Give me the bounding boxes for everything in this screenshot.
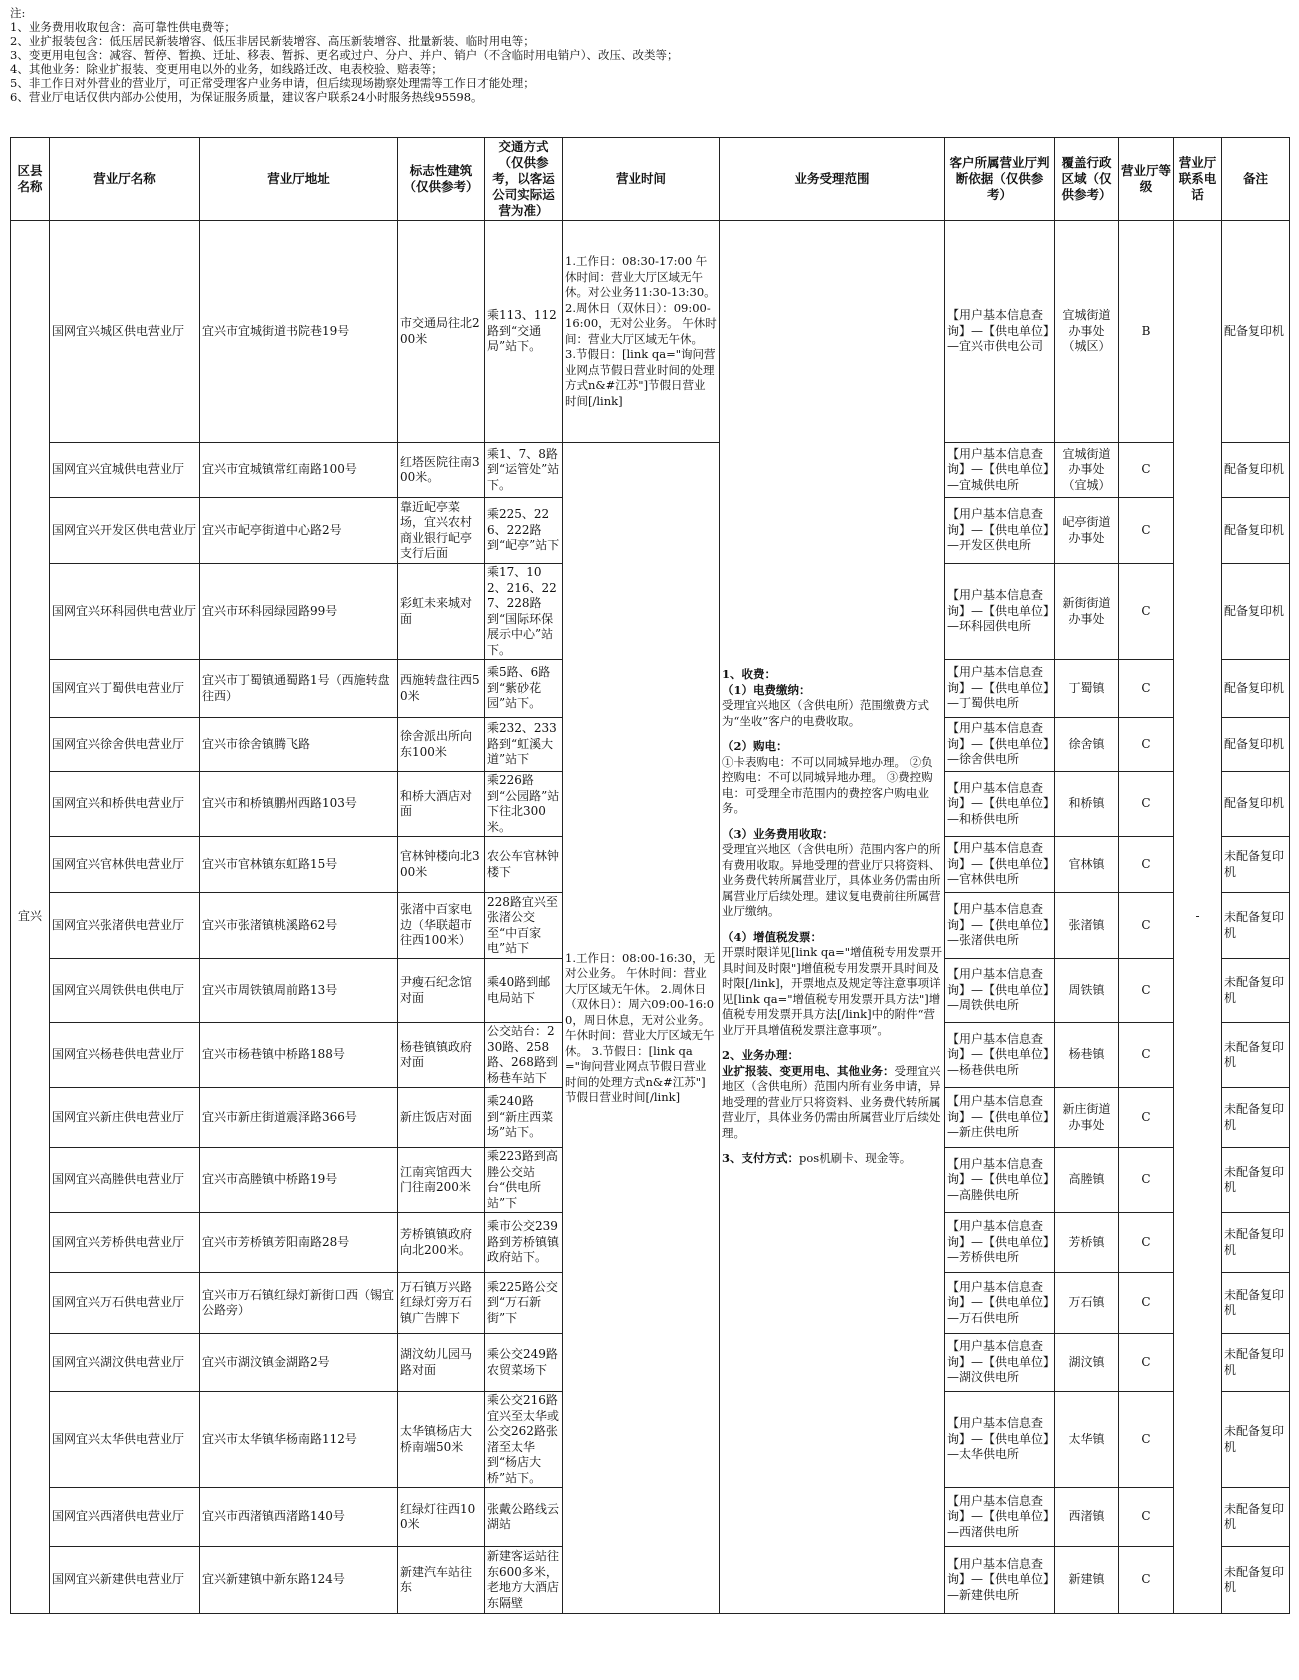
header-address: 营业厅地址 bbox=[200, 138, 398, 221]
transport-cell: 乘1、7、8路到“运管处”站下。 bbox=[485, 443, 563, 498]
header-level: 营业厅等级 bbox=[1119, 138, 1174, 221]
transport-cell: 乘5路、6路到“紫砂花园”站下。 bbox=[485, 660, 563, 718]
landmark-cell: 徐舍派出所向东100米 bbox=[398, 718, 485, 772]
remark-cell: 未配备复印机 bbox=[1222, 1088, 1290, 1148]
basis-cell: 【用户基本信息查询】—【供电单位】—和桥供电所 bbox=[945, 772, 1055, 837]
level-cell: C bbox=[1119, 1088, 1174, 1148]
area-cell: 张渚镇 bbox=[1055, 893, 1119, 959]
header-basis: 客户所属营业厅判断依据（仅供参考） bbox=[945, 138, 1055, 221]
area-cell: 和桥镇 bbox=[1055, 772, 1119, 837]
landmark-cell: 湖汶幼儿园马路对面 bbox=[398, 1334, 485, 1392]
level-cell: C bbox=[1119, 959, 1174, 1023]
transport-cell: 乘17、102、216、227、228路到“国际环保展示中心”站下。 bbox=[485, 564, 563, 660]
note-line: 注: bbox=[10, 6, 26, 20]
basis-cell: 【用户基本信息查询】—【供电单位】—宜兴市供电公司 bbox=[945, 221, 1055, 443]
remark-cell: 配备复印机 bbox=[1222, 772, 1290, 837]
hall-address-cell: 宜兴新建镇中新东路124号 bbox=[200, 1547, 398, 1614]
hall-name-cell: 国网宜兴开发区供电营业厅 bbox=[50, 498, 200, 564]
note-line: 4、其他业务：除业扩报装、变更用电以外的业务，如线路迁改、电表校验、赔表等； bbox=[10, 62, 443, 76]
basis-cell: 【用户基本信息查询】—【供电单位】—西渚供电所 bbox=[945, 1488, 1055, 1547]
hall-address-cell: 宜兴市徐舍镇腾飞路 bbox=[200, 718, 398, 772]
area-cell: 丁蜀镇 bbox=[1055, 660, 1119, 718]
remark-cell: 配备复印机 bbox=[1222, 443, 1290, 498]
scope-cell bbox=[720, 221, 945, 1614]
service-hall-table bbox=[10, 137, 1290, 1614]
landmark-cell: 市交通局往北200米 bbox=[398, 221, 485, 443]
header-landmark: 标志性建筑（仅供参考） bbox=[398, 138, 485, 221]
header-remark: 备注 bbox=[1222, 138, 1290, 221]
scope-s2-text: 受理宜兴地区（含供电所）范围内所有业务申请，异地受理的营业厅只将资料、业务费代转所属营业厅，具体业务仍需由所属营业厅后续处理。 bbox=[722, 1063, 941, 1140]
landmark-cell: 芳桥镇镇政府向北200米。 bbox=[398, 1213, 485, 1273]
basis-cell: 【用户基本信息查询】—【供电单位】—周铁供电所 bbox=[945, 959, 1055, 1023]
scope-s1a-text: 受理宜兴地区（含供电所）范围缴费方式为“坐收”客户的电费收取。 bbox=[722, 698, 929, 728]
hall-address-cell: 宜兴市万石镇红绿灯新街口西（锡宜公路旁） bbox=[200, 1273, 398, 1334]
basis-cell: 【用户基本信息查询】—【供电单位】—新建供电所 bbox=[945, 1547, 1055, 1614]
hall-address-cell: 宜兴市张渚镇桃溪路62号 bbox=[200, 893, 398, 959]
hall-address-cell: 宜兴市西渚镇西渚路140号 bbox=[200, 1488, 398, 1547]
level-cell: C bbox=[1119, 1334, 1174, 1392]
hall-name-cell: 国网宜兴官林供电营业厅 bbox=[50, 837, 200, 893]
transport-cell: 乘40路到邮电局站下 bbox=[485, 959, 563, 1023]
level-cell: C bbox=[1119, 893, 1174, 959]
hall-name-cell: 国网宜兴西渚供电营业厅 bbox=[50, 1488, 200, 1547]
level-cell: C bbox=[1119, 1547, 1174, 1614]
remark-cell: 未配备复印机 bbox=[1222, 1488, 1290, 1547]
hall-name-cell: 国网宜兴新庄供电营业厅 bbox=[50, 1088, 200, 1148]
table-body bbox=[11, 221, 1290, 1614]
transport-cell: 乘公交249路农贸菜场下 bbox=[485, 1334, 563, 1392]
hall-name-cell: 国网宜兴芳桥供电营业厅 bbox=[50, 1213, 200, 1273]
scope-s1d-text: 开票时限详见[link qa="增值税专用发票开具时间及时限"]增值税专用发票开具时间及时限[/link]，开票地点及规定等注意事项详见[link qa="增值税专用发票开具方法"]增值税专用发票开具方法[/link]中的附件“营业厅开具增值税发票注意事项”。 bbox=[722, 945, 943, 1037]
landmark-cell: 彩虹未来城对面 bbox=[398, 564, 485, 660]
landmark-cell: 太华镇杨店大桥南端50米 bbox=[398, 1392, 485, 1488]
remark-cell: 未配备复印机 bbox=[1222, 893, 1290, 959]
hall-address-cell: 宜兴市和桥镇鹏州西路103号 bbox=[200, 772, 398, 837]
header-district: 区县名称 bbox=[11, 138, 50, 221]
basis-cell: 【用户基本信息查询】—【供电单位】—芳桥供电所 bbox=[945, 1213, 1055, 1273]
notes-block bbox=[10, 6, 1290, 104]
hall-name-cell: 国网宜兴丁蜀供电营业厅 bbox=[50, 660, 200, 718]
landmark-cell: 靠近屺亭菜场，宜兴农村商业银行屺亭支行后面 bbox=[398, 498, 485, 564]
note-line: 1、业务费用收取包含：高可靠性供电费等； bbox=[10, 20, 236, 34]
hall-address-cell: 宜兴市湖汶镇金湖路2号 bbox=[200, 1334, 398, 1392]
hall-name-cell: 国网宜兴环科园供电营业厅 bbox=[50, 564, 200, 660]
transport-cell: 乘113、112路到“交通局”站下。 bbox=[485, 221, 563, 443]
remark-cell: 配备复印机 bbox=[1222, 660, 1290, 718]
area-cell: 徐舍镇 bbox=[1055, 718, 1119, 772]
transport-cell: 乘公交216路宜兴至太华或公交262路张渚至太华到“杨店大桥”站下。 bbox=[485, 1392, 563, 1488]
landmark-cell: 尹瘦石纪念馆对面 bbox=[398, 959, 485, 1023]
area-cell: 太华镇 bbox=[1055, 1392, 1119, 1488]
hall-name-cell: 国网宜兴高塍供电营业厅 bbox=[50, 1148, 200, 1213]
hall-name-cell: 国网宜兴徐舍供电营业厅 bbox=[50, 718, 200, 772]
transport-cell: 乘市公交239路到芳桥镇镇政府站下。 bbox=[485, 1213, 563, 1273]
header-area: 覆盖行政区域（仅供参考） bbox=[1055, 138, 1119, 221]
area-cell: 屺亭街道办事处 bbox=[1055, 498, 1119, 564]
level-cell: B bbox=[1119, 221, 1174, 443]
header-transport: 交通方式（仅供参考，以客运公司实际运营为准） bbox=[485, 138, 563, 221]
scope-s1d-title: （4）增值税发票： bbox=[722, 929, 823, 944]
basis-cell: 【用户基本信息查询】—【供电单位】—杨巷供电所 bbox=[945, 1023, 1055, 1088]
transport-cell: 乘225、226、222路到“屺亭”站下 bbox=[485, 498, 563, 564]
scope-s1a-title: （1）电费缴纳： bbox=[722, 682, 811, 697]
note-line: 2、业扩报装包含：低压居民新装增容、低压非居民新装增容、高压新装增容、批量新装、临时用电等； bbox=[10, 34, 535, 48]
level-cell: C bbox=[1119, 564, 1174, 660]
scope-s1b-text: ①卡表购电：不可以同城异地办理。 ②负控购电：不可以同城异地办理。 ③费控购电：可受理全市范围内的费控客户购电业务。 bbox=[722, 754, 933, 816]
scope-s1-title: 1、收费： bbox=[722, 667, 777, 682]
hall-address-cell: 宜兴市周铁镇周前路13号 bbox=[200, 959, 398, 1023]
landmark-cell: 红绿灯往西100米 bbox=[398, 1488, 485, 1547]
level-cell: C bbox=[1119, 1488, 1174, 1547]
basis-cell: 【用户基本信息查询】—【供电单位】—新庄供电所 bbox=[945, 1088, 1055, 1148]
area-cell: 周铁镇 bbox=[1055, 959, 1119, 1023]
remark-cell: 配备复印机 bbox=[1222, 718, 1290, 772]
hall-address-cell: 宜兴市环科园绿园路99号 bbox=[200, 564, 398, 660]
area-cell: 宜城街道办事处（宜城） bbox=[1055, 443, 1119, 498]
remark-cell: 未配备复印机 bbox=[1222, 1213, 1290, 1273]
note-line: 3、变更用电包含：减容、暂停、暂换、迁址、移表、暂拆、更名或过户、分户、并户、销户（不含临时用电销户）、改压、改类等； bbox=[10, 48, 679, 62]
basis-cell: 【用户基本信息查询】—【供电单位】—万石供电所 bbox=[945, 1273, 1055, 1334]
transport-cell: 公交站台：230路、258路、268路到杨巷车站下 bbox=[485, 1023, 563, 1088]
hall-name-cell: 国网宜兴新建供电营业厅 bbox=[50, 1547, 200, 1614]
transport-cell: 张戴公路线云湖站 bbox=[485, 1488, 563, 1547]
hall-address-cell: 宜兴市官林镇东虹路15号 bbox=[200, 837, 398, 893]
hall-address-cell: 宜兴市屺亭街道中心路2号 bbox=[200, 498, 398, 564]
remark-cell: 配备复印机 bbox=[1222, 564, 1290, 660]
area-cell: 高塍镇 bbox=[1055, 1148, 1119, 1213]
landmark-cell: 西施转盘往西50米 bbox=[398, 660, 485, 718]
area-cell: 新街街道办事处 bbox=[1055, 564, 1119, 660]
area-cell: 杨巷镇 bbox=[1055, 1023, 1119, 1088]
basis-cell: 【用户基本信息查询】—【供电单位】—宜城供电所 bbox=[945, 443, 1055, 498]
scope-s1b-title: （2）购电： bbox=[722, 739, 788, 754]
hall-address-cell: 宜兴市芳桥镇芳阳南路28号 bbox=[200, 1213, 398, 1273]
landmark-cell: 官林钟楼向北300米 bbox=[398, 837, 485, 893]
note-line: 5、非工作日对外营业的营业厅，可正常受理客户业务申请，但后续现场勘察处理需等工作日才能处理； bbox=[10, 76, 535, 90]
transport-cell: 乘225路公交到“万石新街”下 bbox=[485, 1273, 563, 1334]
hall-address-cell: 宜兴市宜城街道书院巷19号 bbox=[200, 221, 398, 443]
transport-cell: 农公车官林钟楼下 bbox=[485, 837, 563, 893]
hall-name-cell: 国网宜兴张渚供电营业厅 bbox=[50, 893, 200, 959]
landmark-cell: 张渚中百家电边（华联超市往西100米） bbox=[398, 893, 485, 959]
basis-cell: 【用户基本信息查询】—【供电单位】—官林供电所 bbox=[945, 837, 1055, 893]
district-cell: 宜兴 bbox=[11, 221, 50, 1614]
scope-s2-title: 2、业务办理： bbox=[722, 1048, 800, 1063]
header-hours: 营业时间 bbox=[563, 138, 720, 221]
hall-name-cell: 国网宜兴杨巷供电营业厅 bbox=[50, 1023, 200, 1088]
area-cell: 宜城街道办事处（城区） bbox=[1055, 221, 1119, 443]
area-cell: 西渚镇 bbox=[1055, 1488, 1119, 1547]
header-name: 营业厅名称 bbox=[50, 138, 200, 221]
level-cell: C bbox=[1119, 1273, 1174, 1334]
hall-name-cell: 国网宜兴宜城供电营业厅 bbox=[50, 443, 200, 498]
transport-cell: 乘240路到“新庄西菜场”站下。 bbox=[485, 1088, 563, 1148]
hall-address-cell: 宜兴市太华镇华杨南路112号 bbox=[200, 1392, 398, 1488]
area-cell: 芳桥镇 bbox=[1055, 1213, 1119, 1273]
hall-address-cell: 宜兴市高塍镇中桥路19号 bbox=[200, 1148, 398, 1213]
basis-cell: 【用户基本信息查询】—【供电单位】—开发区供电所 bbox=[945, 498, 1055, 564]
landmark-cell: 江南宾馆西大门往南200米 bbox=[398, 1148, 485, 1213]
landmark-cell: 和桥大酒店对面 bbox=[398, 772, 485, 837]
hall-address-cell: 宜兴市杨巷镇中桥路188号 bbox=[200, 1023, 398, 1088]
hall-address-cell: 宜兴市新庄街道震泽路366号 bbox=[200, 1088, 398, 1148]
hours-cell: 1.工作日：08:30-17:00 午休时间：营业大厅区域无午休。对公业务11:30-13:30。 2.周休日（双休日）：09:00-16:00，无对公业务。 午休时间：营业大厅区域无午休。 3.节假日：[link qa="询问营业网点节假日营业时间的处理方式n&#江苏"]节假日营业时间[/link] bbox=[563, 221, 720, 443]
level-cell: C bbox=[1119, 1213, 1174, 1273]
remark-cell: 未配备复印机 bbox=[1222, 1148, 1290, 1213]
remark-cell: 未配备复印机 bbox=[1222, 1023, 1290, 1088]
level-cell: C bbox=[1119, 498, 1174, 564]
level-cell: C bbox=[1119, 1023, 1174, 1088]
remark-cell: 未配备复印机 bbox=[1222, 837, 1290, 893]
remark-cell: 配备复印机 bbox=[1222, 498, 1290, 564]
transport-cell: 乘223路到高塍公交站台“供电所站”下 bbox=[485, 1148, 563, 1213]
table-row bbox=[11, 221, 1290, 443]
basis-cell: 【用户基本信息查询】—【供电单位】—高塍供电所 bbox=[945, 1148, 1055, 1213]
area-cell: 万石镇 bbox=[1055, 1273, 1119, 1334]
landmark-cell: 新建汽车站往东 bbox=[398, 1547, 485, 1614]
hall-address-cell: 宜兴市宜城镇常红南路100号 bbox=[200, 443, 398, 498]
transport-cell: 乘226路到“公园路”站下往北300米。 bbox=[485, 772, 563, 837]
basis-cell: 【用户基本信息查询】—【供电单位】—太华供电所 bbox=[945, 1392, 1055, 1488]
area-cell: 新庄街道办事处 bbox=[1055, 1088, 1119, 1148]
basis-cell: 【用户基本信息查询】—【供电单位】—徐舍供电所 bbox=[945, 718, 1055, 772]
hall-name-cell: 国网宜兴周铁供电供电厅 bbox=[50, 959, 200, 1023]
phone-cell: - bbox=[1174, 221, 1222, 1614]
level-cell: C bbox=[1119, 660, 1174, 718]
hours-cell: 1.工作日：08:00-16:30，无对公业务。 午休时间：营业大厅区域无午休。 2.周休日（双休日）：周六09:00-16:00，周日休息，无对公业务。 午休时间：营业大厅区域无午休。 3.节假日：[link qa="询问营业网点节假日营业时间的处理方式n&#江苏"]节假日营业时间[/link] bbox=[563, 443, 720, 1614]
area-cell: 湖汶镇 bbox=[1055, 1334, 1119, 1392]
remark-cell: 未配备复印机 bbox=[1222, 1273, 1290, 1334]
level-cell: C bbox=[1119, 772, 1174, 837]
transport-cell: 乘232、233路到“虹溪大道”站下 bbox=[485, 718, 563, 772]
table-row bbox=[11, 443, 1290, 498]
remark-cell: 未配备复印机 bbox=[1222, 1392, 1290, 1488]
scope-s3-title: 3、支付方式： bbox=[722, 1151, 800, 1166]
level-cell: C bbox=[1119, 1392, 1174, 1488]
scope-s1c-title: （3）业务费用收取： bbox=[722, 826, 834, 841]
transport-cell: 新建客运站往东600多米，老地方大酒店东隔壁 bbox=[485, 1547, 563, 1614]
header-scope: 业务受理范围 bbox=[720, 138, 945, 221]
landmark-cell: 红塔医院往南300米。 bbox=[398, 443, 485, 498]
header-phone: 营业厅联系电话 bbox=[1174, 138, 1222, 221]
level-cell: C bbox=[1119, 718, 1174, 772]
scope-s3-text: pos机刷卡、现金等。 bbox=[799, 1151, 912, 1166]
area-cell: 新建镇 bbox=[1055, 1547, 1119, 1614]
hall-name-cell: 国网宜兴城区供电营业厅 bbox=[50, 221, 200, 443]
basis-cell: 【用户基本信息查询】—【供电单位】—环科园供电所 bbox=[945, 564, 1055, 660]
remark-cell: 配备复印机 bbox=[1222, 221, 1290, 443]
level-cell: C bbox=[1119, 837, 1174, 893]
landmark-cell: 万石镇万兴路红绿灯旁万石镇广告牌下 bbox=[398, 1273, 485, 1334]
hall-name-cell: 国网宜兴太华供电营业厅 bbox=[50, 1392, 200, 1488]
scope-s2-lead: 业扩报装、变更用电、其他业务： bbox=[722, 1063, 895, 1078]
level-cell: C bbox=[1119, 1148, 1174, 1213]
remark-cell: 未配备复印机 bbox=[1222, 959, 1290, 1023]
scope-s1c-text: 受理宜兴地区（含供电所）范围内客户的所有费用收取。异地受理的营业厅只将资料、业务费代转所属营业厅，具体业务仍需由所属营业厅后续处理。建议复电费前往所属营业厅缴纳。 bbox=[722, 842, 941, 919]
basis-cell: 【用户基本信息查询】—【供电单位】—湖汶供电所 bbox=[945, 1334, 1055, 1392]
remark-cell: 未配备复印机 bbox=[1222, 1547, 1290, 1614]
hall-name-cell: 国网宜兴和桥供电营业厅 bbox=[50, 772, 200, 837]
header-row bbox=[11, 138, 1290, 221]
hall-name-cell: 国网宜兴湖汶供电营业厅 bbox=[50, 1334, 200, 1392]
basis-cell: 【用户基本信息查询】—【供电单位】—丁蜀供电所 bbox=[945, 660, 1055, 718]
remark-cell: 未配备复印机 bbox=[1222, 1334, 1290, 1392]
level-cell: C bbox=[1119, 443, 1174, 498]
transport-cell: 228路宜兴至张渚公交至“中百家电”站下 bbox=[485, 893, 563, 959]
area-cell: 官林镇 bbox=[1055, 837, 1119, 893]
landmark-cell: 新庄饭店对面 bbox=[398, 1088, 485, 1148]
hall-address-cell: 宜兴市丁蜀镇通蜀路1号（西施转盘往西） bbox=[200, 660, 398, 718]
hall-name-cell: 国网宜兴万石供电营业厅 bbox=[50, 1273, 200, 1334]
landmark-cell: 杨巷镇镇政府对面 bbox=[398, 1023, 485, 1088]
note-line: 6、营业厅电话仅供内部办公使用，为保证服务质量，建议客户联系24小时服务热线95598。 bbox=[10, 90, 483, 104]
basis-cell: 【用户基本信息查询】—【供电单位】—张渚供电所 bbox=[945, 893, 1055, 959]
